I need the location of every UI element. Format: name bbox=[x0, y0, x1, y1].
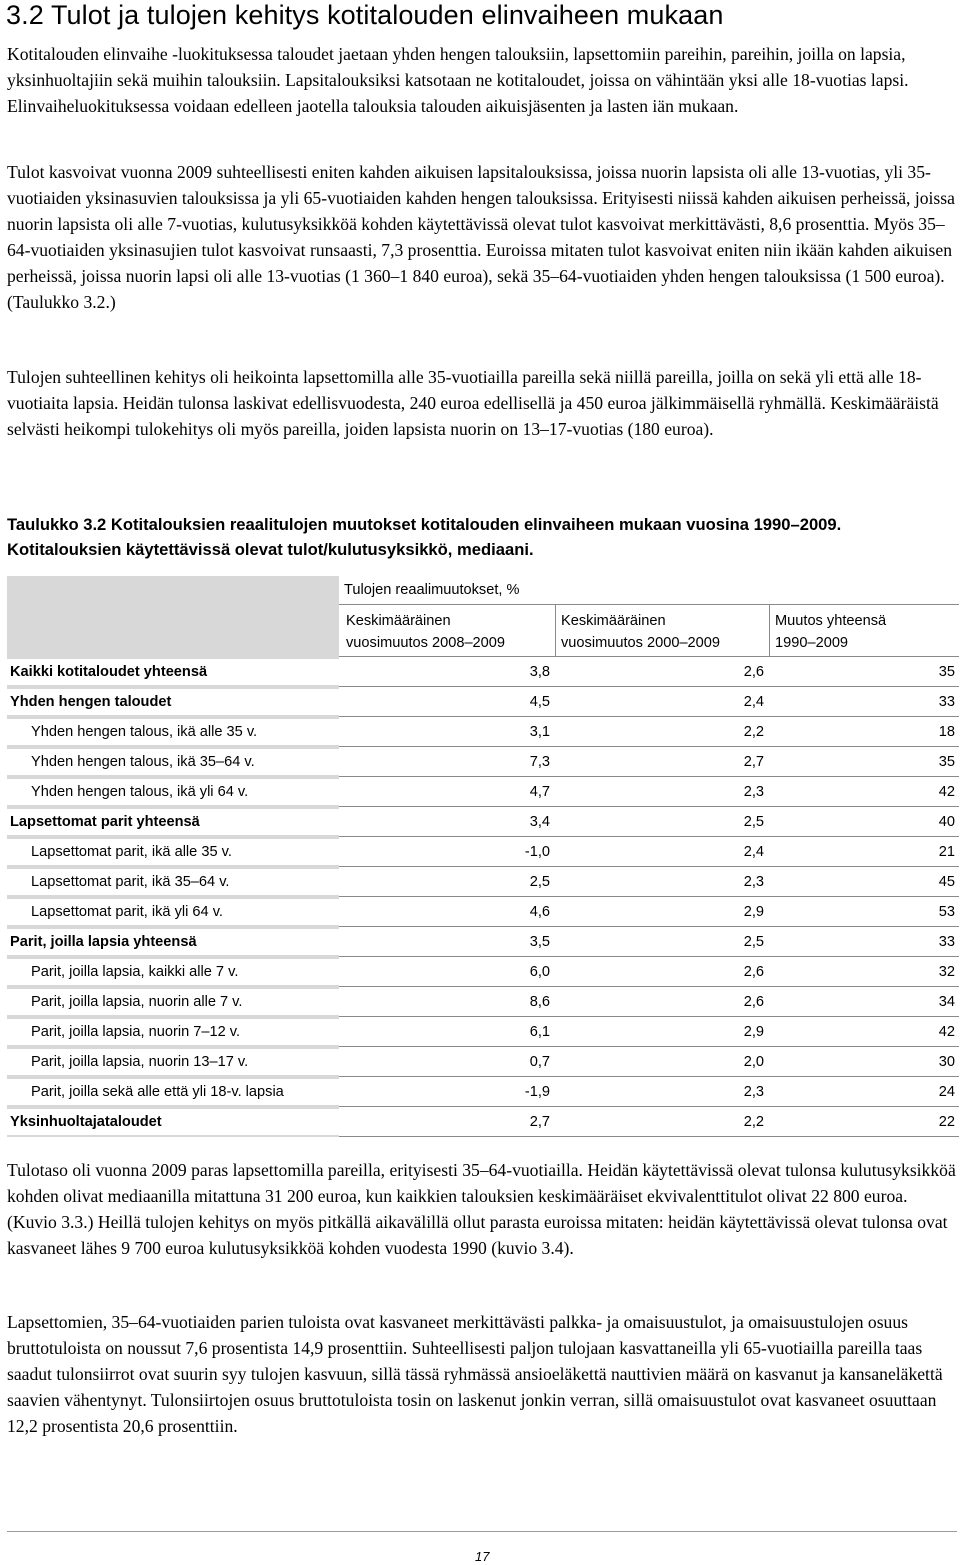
row-value-col3: 22 bbox=[938, 1114, 955, 1130]
table-row bbox=[7, 927, 959, 957]
paragraph-2: Tulot kasvoivat vuonna 2009 suhteellisesti eniten kahden aikuisen lapsitalouksissa, joissa nuorin lapsista oli alle 13-vuotias, yli 35-vuotiaiden yksinasuvien talouksissa ja yli 65-vuotiaiden kahden hengen talouksissa. Erityisesti niissä kahden aikuisen perheissä, joissa nuorin lapsista oli alle 7-vuotias, kulutusyksikköä kohden käytettävissä olevat tulot kasvoivat merkittävästi, 8,6 prosenttia. Myös 35–64-vuotiaiden yksinasujien tulot kasvoivat runsaasti, 7,3 prosenttia. Euroissa mitaten tulot kasvoivat eniten niin ikään kahden aikuisen perheissä, joissa nuorin lapsi oli alle 13-vuotias (1 360–1 840 euroa), sekä 35–64-vuotiaiden yhden hengen talouksissa (1 500 euroa). (Taulukko 3.2.) bbox=[7, 162, 955, 312]
table-row bbox=[7, 1017, 959, 1047]
table-row bbox=[7, 747, 959, 777]
row-value-col3: 24 bbox=[938, 1084, 955, 1100]
row-label: Parit, joilla sekä alle että yli 18-v. lapsia bbox=[31, 1084, 284, 1100]
table-row bbox=[7, 1077, 959, 1107]
table-row bbox=[7, 897, 959, 927]
row-value-col2: 2,9 bbox=[743, 1024, 764, 1040]
row-value-col1: 3,1 bbox=[529, 724, 550, 740]
row-value-col2: 2,0 bbox=[743, 1054, 764, 1070]
row-value-col1: 8,6 bbox=[529, 994, 550, 1010]
row-value-col2: 2,3 bbox=[743, 1084, 764, 1100]
footer-rule bbox=[7, 1531, 957, 1532]
row-value-col1: 4,7 bbox=[529, 784, 550, 800]
paragraph-5: Lapsettomien, 35–64-vuotiaiden parien tuloista ovat kasvaneet merkittävästi palkka- ja omaisuustulot, ja omaisuustulojen osuus bruttotuloista on noussut 7,6 prosentista 14,9 prosenttiin. Suhteellisesti paljon tulojaan kasvattaneilla yli 65-vuotiailla pareilla taas saadut tulonsiirrot ovat suurin syy tulojen kasvuun, sillä tässä ryhmässä ansioeläkettä nauttivien määrä on kasvanut ja kansaneläkettä saavien vähentynyt. Tulonsiirtojen osuus bruttotuloista tosin on laskenut jonkin verran, sillä omaisuustulot ovat kasvaneet osuuttaan 12,2 prosentista 20,6 prosenttiin. bbox=[7, 1312, 943, 1436]
column-header-2: Keskimääräinen vuosimuutos 2000–2009 bbox=[561, 613, 721, 651]
row-value-col2: 2,5 bbox=[743, 934, 764, 950]
row-label: Parit, joilla lapsia, nuorin 13–17 v. bbox=[31, 1054, 249, 1070]
row-value-col1: 0,7 bbox=[529, 1054, 550, 1070]
paragraph-3: Tulojen suhteellinen kehitys oli heikointa lapsettomilla alle 35-vuotiailla pareilla sekä niillä pareilla, joilla on sekä yli että alle 18-vuotiaita lapsia. Heidän tulonsa laskivat edellisvuodesta, 240 euroa edellisellä ja 450 euroa jälkimmäisellä ryhmällä. Keskimääräistä selvästi heikompi tulokehitys oli myös pareilla, joiden lapsista nuorin on 13–17-vuotias (180 euroa). bbox=[7, 367, 939, 439]
row-value-col3: 53 bbox=[938, 904, 955, 920]
row-label: Parit, joilla lapsia, kaikki alle 7 v. bbox=[31, 964, 239, 980]
row-value-col3: 30 bbox=[938, 1054, 955, 1070]
row-label: Yhden hengen talous, ikä yli 64 v. bbox=[31, 784, 249, 800]
row-label: Yhden hengen talous, ikä 35–64 v. bbox=[31, 754, 255, 770]
table-row bbox=[7, 687, 959, 717]
table-row bbox=[7, 957, 959, 987]
table-row bbox=[7, 717, 959, 747]
paragraph-1: Kotitalouden elinvaihe -luokituksessa taloudet jaetaan yhden hengen talouksiin, lapsettomiin pareihin, pareihin, joilla on lapsia, yksinhuoltajiin sekä muihin talouksiin. Lapsitalouksiksi katsotaan ne kotitaloudet, joissa on vähintään yksi alle 18-vuotias lapsi. Elinvaiheluokituksessa voidaan edelleen jaotella talouksia talouden aikuisjäsenten ja lasten iän mukaan. bbox=[7, 44, 909, 116]
row-value-col3: 33 bbox=[938, 694, 955, 710]
row-value-col1: 6,0 bbox=[529, 964, 550, 980]
row-value-col2: 2,9 bbox=[743, 904, 764, 920]
row-value-col1: 2,7 bbox=[529, 1114, 550, 1130]
section-title: 3.2 Tulot ja tulojen kehitys kotitalouden elinvaiheen mukaan bbox=[6, 0, 724, 30]
row-label: Parit, joilla lapsia, nuorin 7–12 v. bbox=[31, 1024, 241, 1040]
table-row bbox=[7, 1107, 959, 1137]
header-rule bbox=[339, 604, 959, 605]
column-header-1: Keskimääräinen vuosimuutos 2008–2009 bbox=[346, 613, 506, 651]
header-divider-1 bbox=[555, 604, 556, 657]
table-row bbox=[7, 807, 959, 837]
row-value-col1: -1,9 bbox=[524, 1084, 550, 1100]
row-label: Yksinhuoltajataloudet bbox=[10, 1114, 162, 1130]
row-value-col3: 42 bbox=[938, 784, 955, 800]
paragraph-4: Tulotaso oli vuonna 2009 paras lapsettomilla pareilla, erityisesti 35–64-vuotiailla. Heidän käytettävissä olevat tulonsa kulutusyksikköä kohden olivat mediaanilla mitattuna 31 200 euroa, kun kaikkien talouksien keskimääräiset ekvivalenttitulot olivat 22 800 euroa. (Kuvio 3.3.) Heillä tulojen kehitys on myös pitkällä aikavälillä ollut parasta euroissa mitaten: heidän käytettävissä olevat tulonsa ovat kasvaneet lähes 9 700 euroa kulutusyksikköä kohden vuodesta 1990 (kuvio 3.4). bbox=[7, 1160, 956, 1258]
row-value-col1: 3,8 bbox=[529, 664, 550, 680]
row-label: Lapsettomat parit yhteensä bbox=[10, 814, 200, 830]
row-label: Lapsettomat parit, ikä 35–64 v. bbox=[31, 874, 230, 890]
row-value-col3: 40 bbox=[938, 814, 955, 830]
row-value-col2: 2,4 bbox=[743, 694, 764, 710]
row-value-col2: 2,2 bbox=[743, 1114, 764, 1130]
row-value-col2: 2,3 bbox=[743, 874, 764, 890]
row-value-col3: 21 bbox=[938, 844, 955, 860]
column-header-3: Muutos yhteensä 1990–2009 bbox=[775, 613, 887, 651]
row-label: Parit, joilla lapsia, nuorin alle 7 v. bbox=[31, 994, 243, 1010]
header-divider-2 bbox=[769, 604, 770, 657]
row-value-col2: 2,2 bbox=[743, 724, 764, 740]
row-value-col1: 4,5 bbox=[529, 694, 550, 710]
table-row bbox=[7, 987, 959, 1017]
row-label: Parit, joilla lapsia yhteensä bbox=[10, 934, 197, 950]
row-rule bbox=[339, 1136, 959, 1137]
row-value-col1: 2,5 bbox=[529, 874, 550, 890]
table-row bbox=[7, 657, 959, 687]
page-number: 17 bbox=[475, 1549, 490, 1564]
row-value-col3: 18 bbox=[938, 724, 955, 740]
row-value-col1: -1,0 bbox=[524, 844, 550, 860]
table-row bbox=[7, 777, 959, 807]
row-value-col1: 6,1 bbox=[529, 1024, 550, 1040]
row-label: Lapsettomat parit, ikä alle 35 v. bbox=[31, 844, 232, 860]
row-value-col2: 2,3 bbox=[743, 784, 764, 800]
row-value-col3: 33 bbox=[938, 934, 955, 950]
row-value-col1: 7,3 bbox=[529, 754, 550, 770]
row-value-col1: 3,4 bbox=[529, 814, 550, 830]
row-value-col2: 2,6 bbox=[743, 664, 764, 680]
table-row bbox=[7, 837, 959, 867]
row-label: Yhden hengen taloudet bbox=[10, 694, 172, 710]
row-value-col2: 2,5 bbox=[743, 814, 764, 830]
row-value-col1: 4,6 bbox=[529, 904, 550, 920]
row-value-col2: 2,4 bbox=[743, 844, 764, 860]
row-value-col2: 2,7 bbox=[743, 754, 764, 770]
row-label: Lapsettomat parit, ikä yli 64 v. bbox=[31, 904, 223, 920]
row-value-col3: 32 bbox=[938, 964, 955, 980]
row-value-col3: 35 bbox=[938, 664, 955, 680]
table-caption: Taulukko 3.2 Kotitalouksien reaalitulojen muutokset kotitalouden elinvaiheen mukaan vuosina 1990–2009. Kotitalouksien käytettävissä olevat tulot/kulutusyksikkö, mediaani. bbox=[7, 515, 842, 559]
table-group-header: Tulojen reaalimuutokset, % bbox=[344, 582, 520, 598]
row-value-col2: 2,6 bbox=[743, 994, 764, 1010]
row-value-col3: 35 bbox=[938, 754, 955, 770]
row-label: Kaikki kotitaloudet yhteensä bbox=[10, 664, 208, 680]
row-value-col1: 3,5 bbox=[529, 934, 550, 950]
row-value-col2: 2,6 bbox=[743, 964, 764, 980]
row-value-col3: 45 bbox=[938, 874, 955, 890]
table-row bbox=[7, 867, 959, 897]
table-row bbox=[7, 1047, 959, 1077]
row-value-col3: 34 bbox=[938, 994, 955, 1010]
row-value-col3: 42 bbox=[938, 1024, 955, 1040]
table-corner-cell bbox=[7, 576, 339, 657]
row-label: Yhden hengen talous, ikä alle 35 v. bbox=[31, 724, 258, 740]
